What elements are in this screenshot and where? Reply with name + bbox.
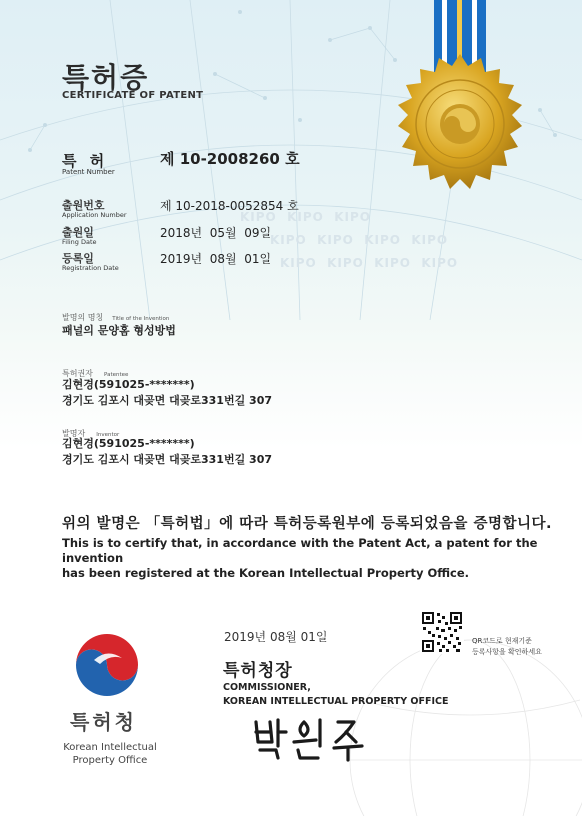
gold-seal-icon	[384, 52, 536, 204]
invention-title-value: 패널의 문양홈 형성방법	[62, 324, 176, 337]
qr-code-icon[interactable]	[420, 610, 464, 654]
registration-date-value: 2019년 08월 01일	[160, 252, 272, 266]
patentee-label-en: Patentee	[104, 372, 129, 378]
patent-number-label: 특 허	[62, 152, 109, 170]
registration-date-label: 등록일	[62, 252, 94, 265]
certificate-title-en: CERTIFICATE OF PATENT	[62, 90, 204, 101]
certification-statement-kr: 위의 발명은 「특허법」에 따라 특허등록원부에 등록되었음을 증명합니다.	[62, 516, 552, 532]
inventor-label-en: Inventor	[96, 432, 120, 438]
patent-number-label-en: Patent Number	[62, 168, 115, 176]
office-en-line-2: Property Office	[72, 755, 148, 766]
registration-date-label-en: Registration Date	[62, 264, 119, 272]
commissioner-en-line-1: COMMISSIONER,	[223, 682, 311, 693]
inventor-name: 김현경(591025-*******)	[62, 437, 195, 450]
issue-date: 2019년 08월 01일	[224, 630, 328, 644]
invention-title-label-en: Title of the Invention	[112, 316, 170, 322]
commissioner-title-kr: 특허청장	[223, 661, 293, 681]
filing-date-label: 출원일	[62, 226, 94, 239]
qr-note	[472, 636, 542, 658]
certification-en-line-1: This is to certify that, in accordance with the Patent Act, a patent for the invention	[62, 536, 538, 565]
patentee-label: 특허권자	[62, 369, 93, 378]
application-number-label: 출원번호	[62, 199, 105, 212]
office-name-kr: 특허청	[70, 710, 137, 734]
office-name-en	[62, 741, 158, 767]
application-number-label-en: Application Number	[62, 211, 127, 219]
certificate-title: 특허증	[62, 61, 150, 94]
office-en-line-1: Korean Intellectual	[63, 742, 157, 753]
qr-note-line-1: QR코드로 현재기준	[472, 637, 532, 645]
commissioner-title-en	[223, 681, 448, 709]
patentee-address: 경기도 김포시 대곶면 대곶로331번길 307	[62, 394, 273, 407]
kipo-logo-icon	[72, 630, 142, 700]
inventor-address: 경기도 김포시 대곶면 대곶로331번길 307	[62, 453, 273, 466]
qr-note-line-2: 등록사항을 확인하세요	[472, 648, 542, 656]
filing-date-label-en: Filing Date	[62, 238, 97, 246]
signature-icon	[250, 712, 380, 762]
patentee-name: 김현경(591025-*******)	[62, 378, 195, 391]
certification-statement-en	[62, 536, 562, 581]
invention-title-label: 발명의 명칭	[62, 313, 104, 322]
commissioner-en-line-2: KOREAN INTELLECTUAL PROPERTY OFFICE	[223, 696, 449, 707]
watermark-row: KIPO KIPO KIPO KIPO	[270, 233, 449, 247]
filing-date-value: 2018년 05월 09일	[160, 226, 272, 240]
application-number-value: 제 10-2018-0052854 호	[160, 199, 299, 213]
inventor-label: 발명자	[62, 429, 86, 438]
watermark-row: KIPO KIPO KIPO	[240, 210, 372, 224]
patent-number-value: 제 10-2008260 호	[160, 150, 300, 168]
certification-en-line-2: has been registered at the Korean Intellectual Property Office.	[62, 566, 470, 580]
watermark-row: KIPO KIPO KIPO KIPO	[280, 256, 459, 270]
